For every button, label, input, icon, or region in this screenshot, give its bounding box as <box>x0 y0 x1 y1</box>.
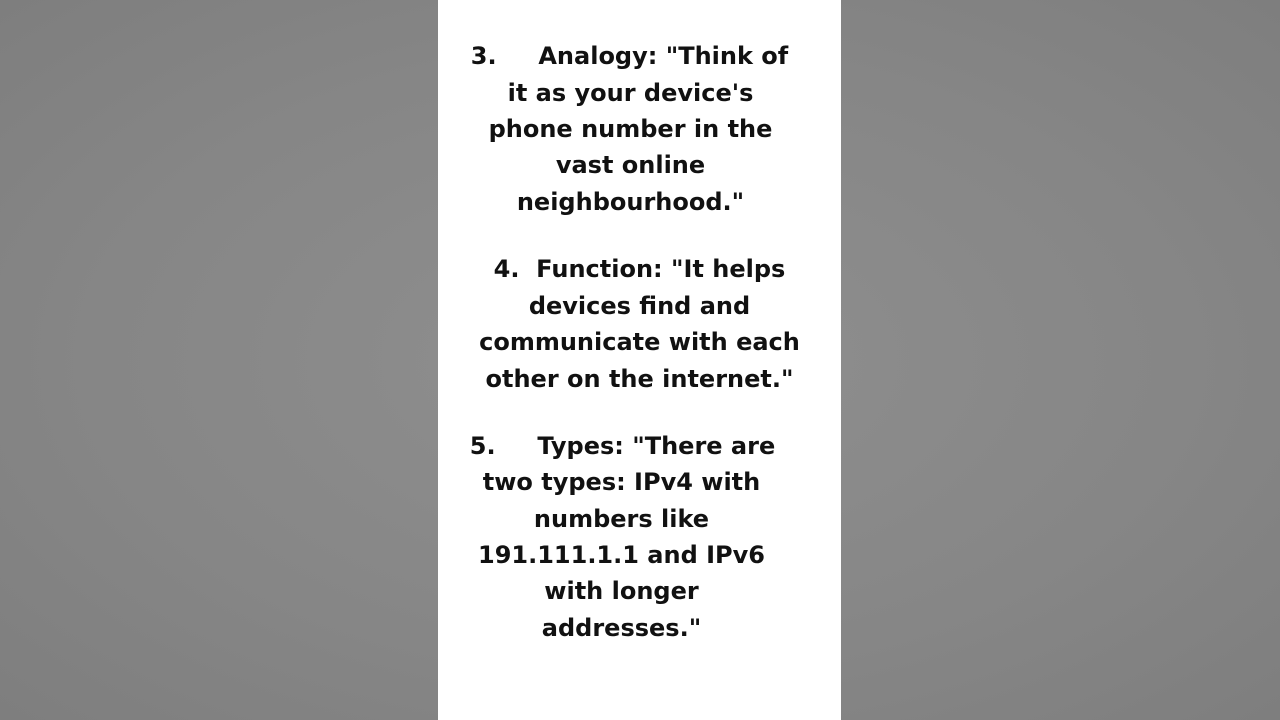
item-5-line-6: addresses." <box>541 614 702 642</box>
item-3-line-4: vast online <box>555 151 706 179</box>
item-3-line-2: it as your device's <box>507 79 754 107</box>
item-4-line-1: 4. Function: "It helps <box>493 255 786 283</box>
item-5-line-2: two types: IPv4 with <box>482 468 761 496</box>
item-5-line-1: 5. Types: "There are <box>469 432 776 460</box>
item-5-line-5: with longer <box>544 577 699 605</box>
item-5-line-3: numbers like <box>533 505 710 533</box>
content-card <box>438 0 841 720</box>
item-4-line-3: communicate with each <box>479 328 800 356</box>
item-4-line-4: other on the internet." <box>485 365 794 393</box>
item-5-line-4: 191.111.1.1 and IPv6 <box>478 541 765 569</box>
item-4-line-2: devices find and <box>528 292 751 320</box>
item-3-line-5: neighbourhood." <box>516 188 745 216</box>
item-3-line-3: phone number in the <box>488 115 773 143</box>
item-3-line-1: 3. Analogy: "Think of <box>470 42 789 70</box>
